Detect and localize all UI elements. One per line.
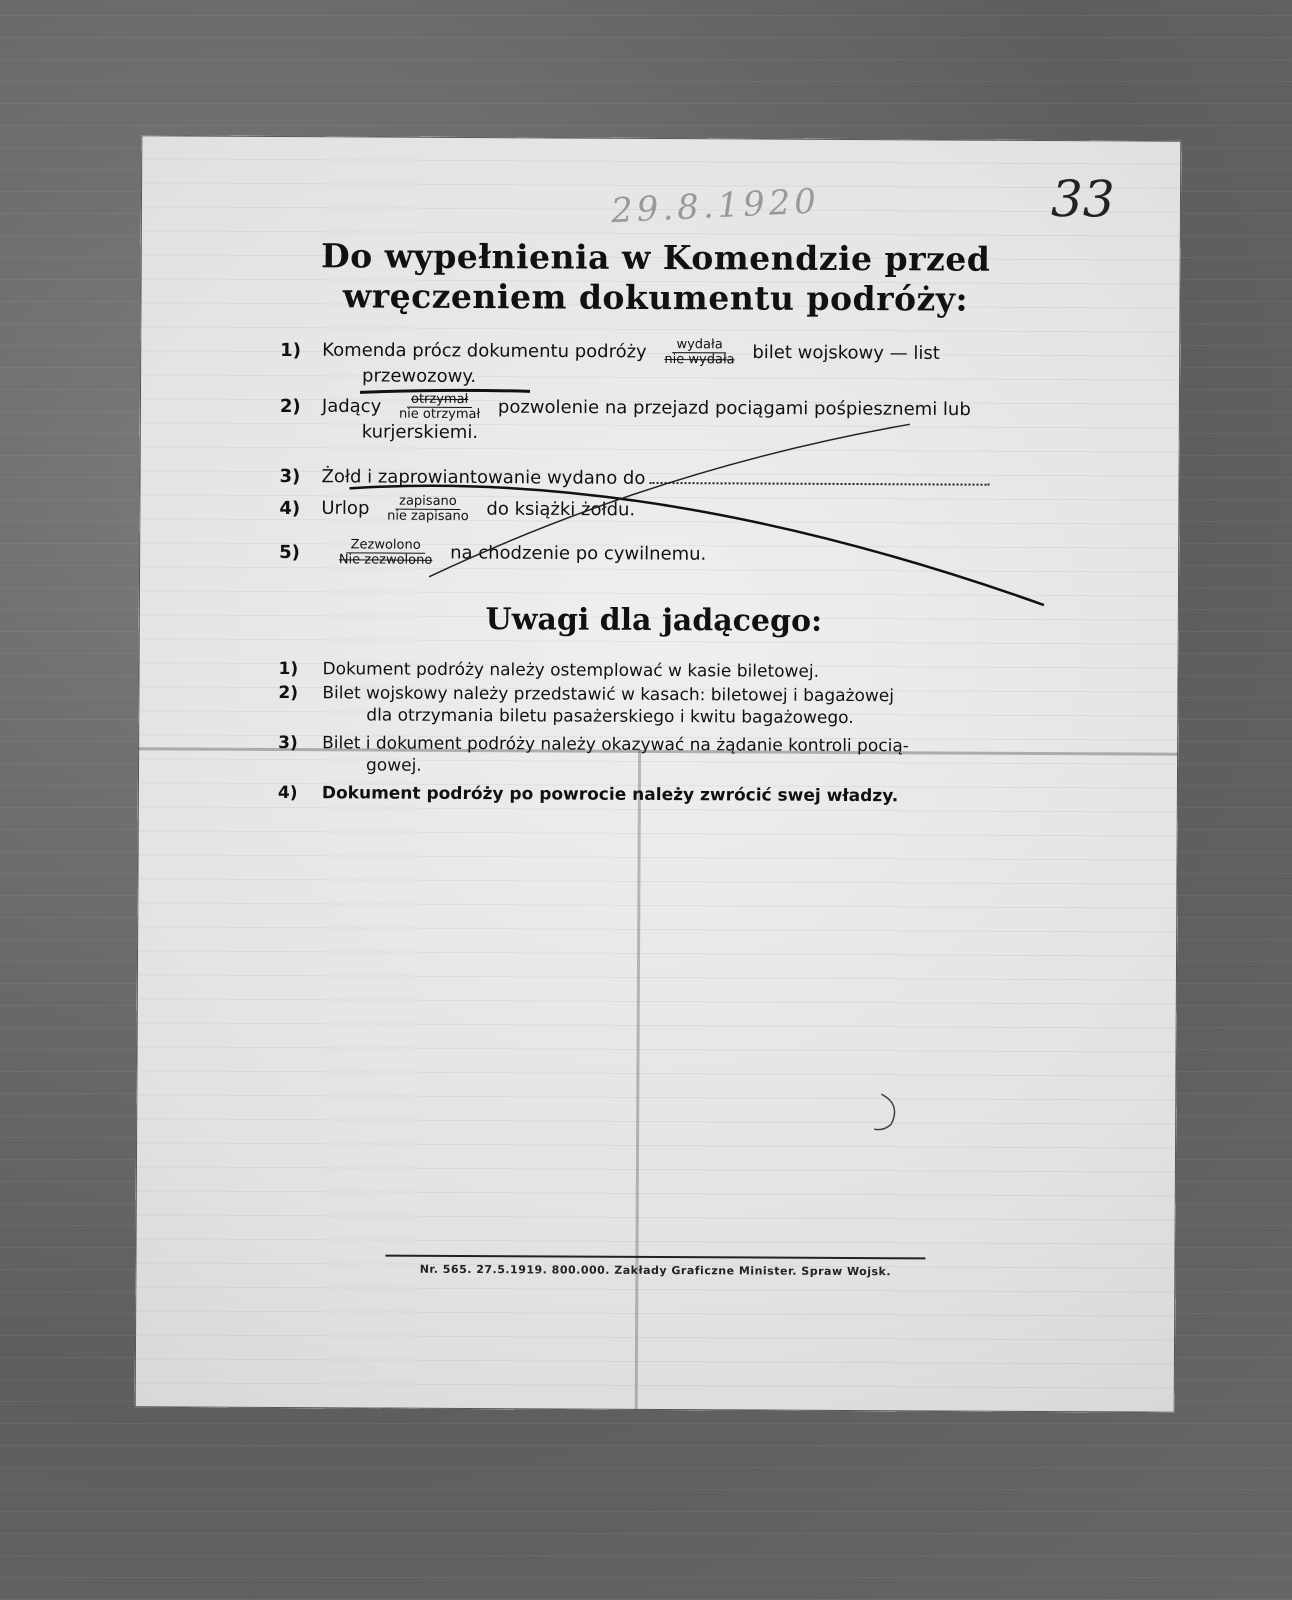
notes-heading: Uwagi dla jadącego: [485, 602, 823, 639]
option-fraction [383, 495, 473, 524]
note-number: 3) [278, 733, 298, 754]
item-number: 5) [279, 541, 300, 563]
option-bottom-struck: nie wydała [664, 352, 735, 368]
item-number: 3) [279, 466, 301, 488]
option-fraction [335, 538, 437, 568]
note-text: Dokument podróży należy ostemplować w kasie biletowej. [322, 659, 820, 682]
note-number: 2) [278, 683, 299, 704]
note-continuation: dla otrzymania biletu pasażerskiego i kwitu bagażowego. [366, 705, 854, 729]
note-text: Dokument podróży po powrocie należy zwrócić swej władzy. [321, 783, 899, 807]
fill-item-2 [280, 392, 1050, 447]
fold-crease-vertical [635, 750, 641, 1410]
item-text-after: do książki żołdu. [486, 498, 636, 521]
item-text: Urlop [321, 497, 370, 519]
note-text: Bilet i dokument podróży należy okazywać na żądanie kontroli pocią- [322, 733, 909, 757]
fill-line-dotted [649, 482, 989, 486]
item-text-after: bilet wojskowy — list [752, 341, 940, 364]
note-4 [278, 782, 1058, 808]
item-continuation: przewozowy. [362, 365, 477, 388]
item-text: Żołd i zaprowiantowanie wydano do [321, 466, 646, 489]
printer-imprint: Nr. 565. 27.5.1919. 800.000. Zakłady Graficzne Minister. Spraw Wojsk. [419, 1262, 892, 1279]
pen-hook-mark [874, 1094, 895, 1130]
note-1 [278, 658, 1058, 684]
option-bottom: nie otrzymał [398, 406, 481, 423]
item-text-after: pozwolenie na przejazd pociągami pośpiesznemi lub [497, 396, 971, 421]
item-number: 4) [279, 497, 301, 519]
option-top: wydała [672, 338, 726, 353]
fill-item-3 [279, 466, 1049, 492]
footer-rule [385, 1255, 925, 1260]
option-fraction [660, 338, 738, 367]
note-number: 4) [277, 783, 298, 804]
fill-item-4 [279, 494, 1049, 527]
note-number: 1) [278, 659, 299, 680]
pencil-note: 29.8.1920 [610, 181, 821, 232]
option-top-struck: otrzymał [407, 393, 472, 408]
document-sheet [135, 135, 1182, 1412]
item-text: Jadący [321, 395, 382, 418]
item-continuation: kurjerskiemi. [361, 421, 479, 444]
item-number: 2) [279, 395, 301, 417]
item-text: Komenda prócz dokumentu podróży [322, 339, 647, 363]
option-bottom: nie zapisano [387, 508, 469, 525]
item-text-after: na chodzenie po cywilnemu. [450, 542, 707, 565]
option-bottom-struck: Nie zezwolono [338, 552, 433, 568]
page-title: Do wypełnienia w Komendzie przed wręczeniem dokumentu podróży: [320, 236, 991, 319]
note-continuation: gowej. [365, 755, 422, 776]
fill-item-5 [279, 538, 1049, 571]
option-fraction [395, 393, 484, 422]
item-number: 1) [280, 339, 302, 361]
note-text: Bilet wojskowy należy przedstawić w kasach: biletowej i bagażowej [322, 683, 895, 707]
option-top: Zezwolono [347, 538, 425, 553]
fill-item-1 [280, 336, 1050, 391]
option-top: zapisano [395, 495, 461, 510]
page-number: 33 [1050, 170, 1115, 229]
note-2 [278, 682, 1058, 730]
note-3 [278, 732, 1058, 780]
